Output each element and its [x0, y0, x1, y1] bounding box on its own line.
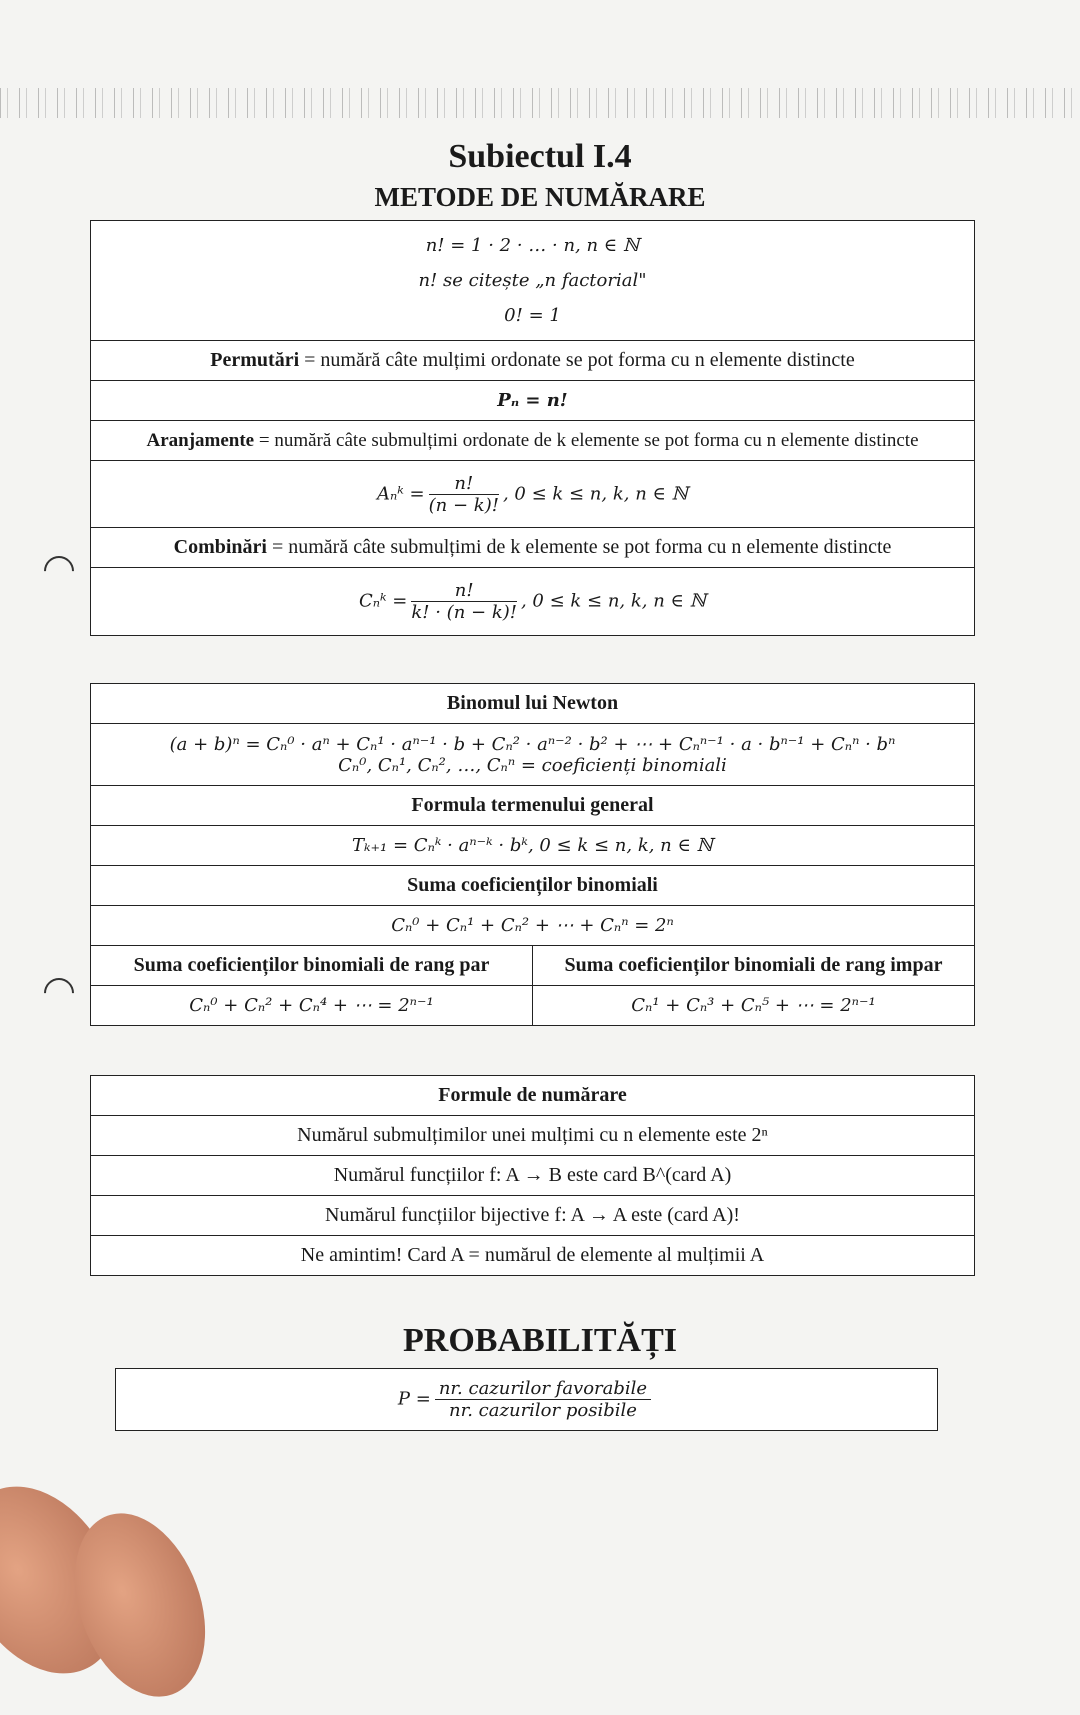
probability-box: [115, 1368, 938, 1431]
formula-lhs: P =: [397, 1388, 431, 1410]
counting-formulas-table: [90, 1075, 975, 1276]
section-title: METODE DE NUMĂRARE: [374, 182, 706, 212]
zero-factorial: 0! = 1: [504, 305, 561, 326]
factorial-definition: n! = 1 · 2 · … · n, n ∈ ℕ: [425, 235, 640, 256]
numerator: n!: [429, 473, 499, 495]
permutations-definition: [91, 341, 975, 381]
odd-sum-title: Suma coeficienților binomiali de rang impar: [533, 946, 975, 986]
formula-row: Numărul funcțiilor bijective f: A → A este (card A)!: [91, 1196, 975, 1236]
numerator: n!: [411, 580, 517, 602]
permutations-label: Permutări: [210, 349, 300, 371]
general-term-formula: Tₖ₊₁ = Cₙᵏ · aⁿ⁻ᵏ · bᵏ, 0 ≤ k ≤ n, k, n ∈ ℕ: [91, 826, 975, 866]
denominator: nr. cazurilor posibile: [449, 1400, 637, 1421]
formula-row: Numărul submulțimilor unei mulțimi cu n elemente este 2ⁿ: [91, 1116, 975, 1156]
newton-expansion: (a + b)ⁿ = Cₙ⁰ · aⁿ + Cₙ¹ · aⁿ⁻¹ · b + Cₙ² · aⁿ⁻² · b² + ⋯ + Cₙⁿ⁻¹ · a · bⁿ⁻¹ + Cₙⁿ · bⁿ: [169, 733, 896, 755]
punch-hole: [38, 972, 80, 1014]
condition: , 0 ≤ k ≤ n, k, n ∈ ℕ: [520, 590, 707, 612]
formula-row: Ne amintim! Card A = numărul de elemente al mulțimii A: [91, 1236, 975, 1276]
combinations-definition: [91, 528, 975, 568]
probability-formula: [116, 1369, 938, 1431]
counting-methods-table: [90, 220, 975, 636]
general-term-title: Formula termenului general: [91, 786, 975, 826]
scan-artifacts: [0, 88, 1080, 118]
condition: , 0 ≤ k ≤ n, k, n ∈ ℕ: [502, 483, 689, 504]
newton-binomial-table: [90, 683, 975, 1026]
formula-lhs: Aₙᵏ =: [376, 483, 425, 504]
newton-title: Binomul lui Newton: [91, 684, 975, 724]
binomial-coefficients: Cₙ⁰, Cₙ¹, Cₙ², …, Cₙⁿ = coeficienți binomiali: [338, 754, 727, 776]
combinations-formula: [91, 568, 975, 636]
formulas-title: Formule de numărare: [91, 1076, 975, 1116]
arrangements-formula: [91, 461, 975, 528]
newton-expansion-cell: [91, 724, 975, 786]
formula-lhs: Cₙᵏ =: [358, 590, 408, 612]
coefficient-sum-formula: Cₙ⁰ + Cₙ¹ + Cₙ² + ⋯ + Cₙⁿ = 2ⁿ: [91, 906, 975, 946]
punch-hole: [38, 550, 80, 592]
subject-title: Subiectul I.4: [448, 138, 632, 175]
arrangements-definition: [91, 421, 975, 461]
factorial-cell: [91, 221, 975, 341]
probability-title: PROBABILITĂȚI: [403, 1322, 677, 1359]
factorial-reading: n! se citește „n factorial": [418, 270, 647, 291]
even-sum-formula: Cₙ⁰ + Cₙ² + Cₙ⁴ + ⋯ = 2ⁿ⁻¹: [91, 986, 533, 1026]
formula-row: Numărul funcțiilor f: A → B este card B^(card A): [91, 1156, 975, 1196]
arrangements-label: Aranjamente: [146, 429, 255, 451]
permutations-formula: Pₙ = n!: [91, 381, 975, 421]
numerator: nr. cazurilor favorabile: [435, 1378, 651, 1400]
combinations-text: = numără câte submulțimi de k elemente se pot forma cu n elemente distincte: [266, 536, 892, 558]
odd-sum-formula: Cₙ¹ + Cₙ³ + Cₙ⁵ + ⋯ = 2ⁿ⁻¹: [533, 986, 975, 1026]
denominator: k! · (n − k)!: [411, 602, 517, 623]
combinations-label: Combinări: [173, 536, 267, 558]
arrangements-text: = numără câte submulțimi ordonate de k elemente se pot forma cu n elemente distincte: [254, 429, 919, 451]
coefficient-sum-title: Suma coeficienților binomiali: [91, 866, 975, 906]
even-sum-title: Suma coeficienților binomiali de rang par: [91, 946, 533, 986]
permutations-text: = numără câte mulțimi ordonate se pot forma cu n elemente distincte: [299, 349, 855, 371]
denominator: (n − k)!: [428, 494, 499, 516]
